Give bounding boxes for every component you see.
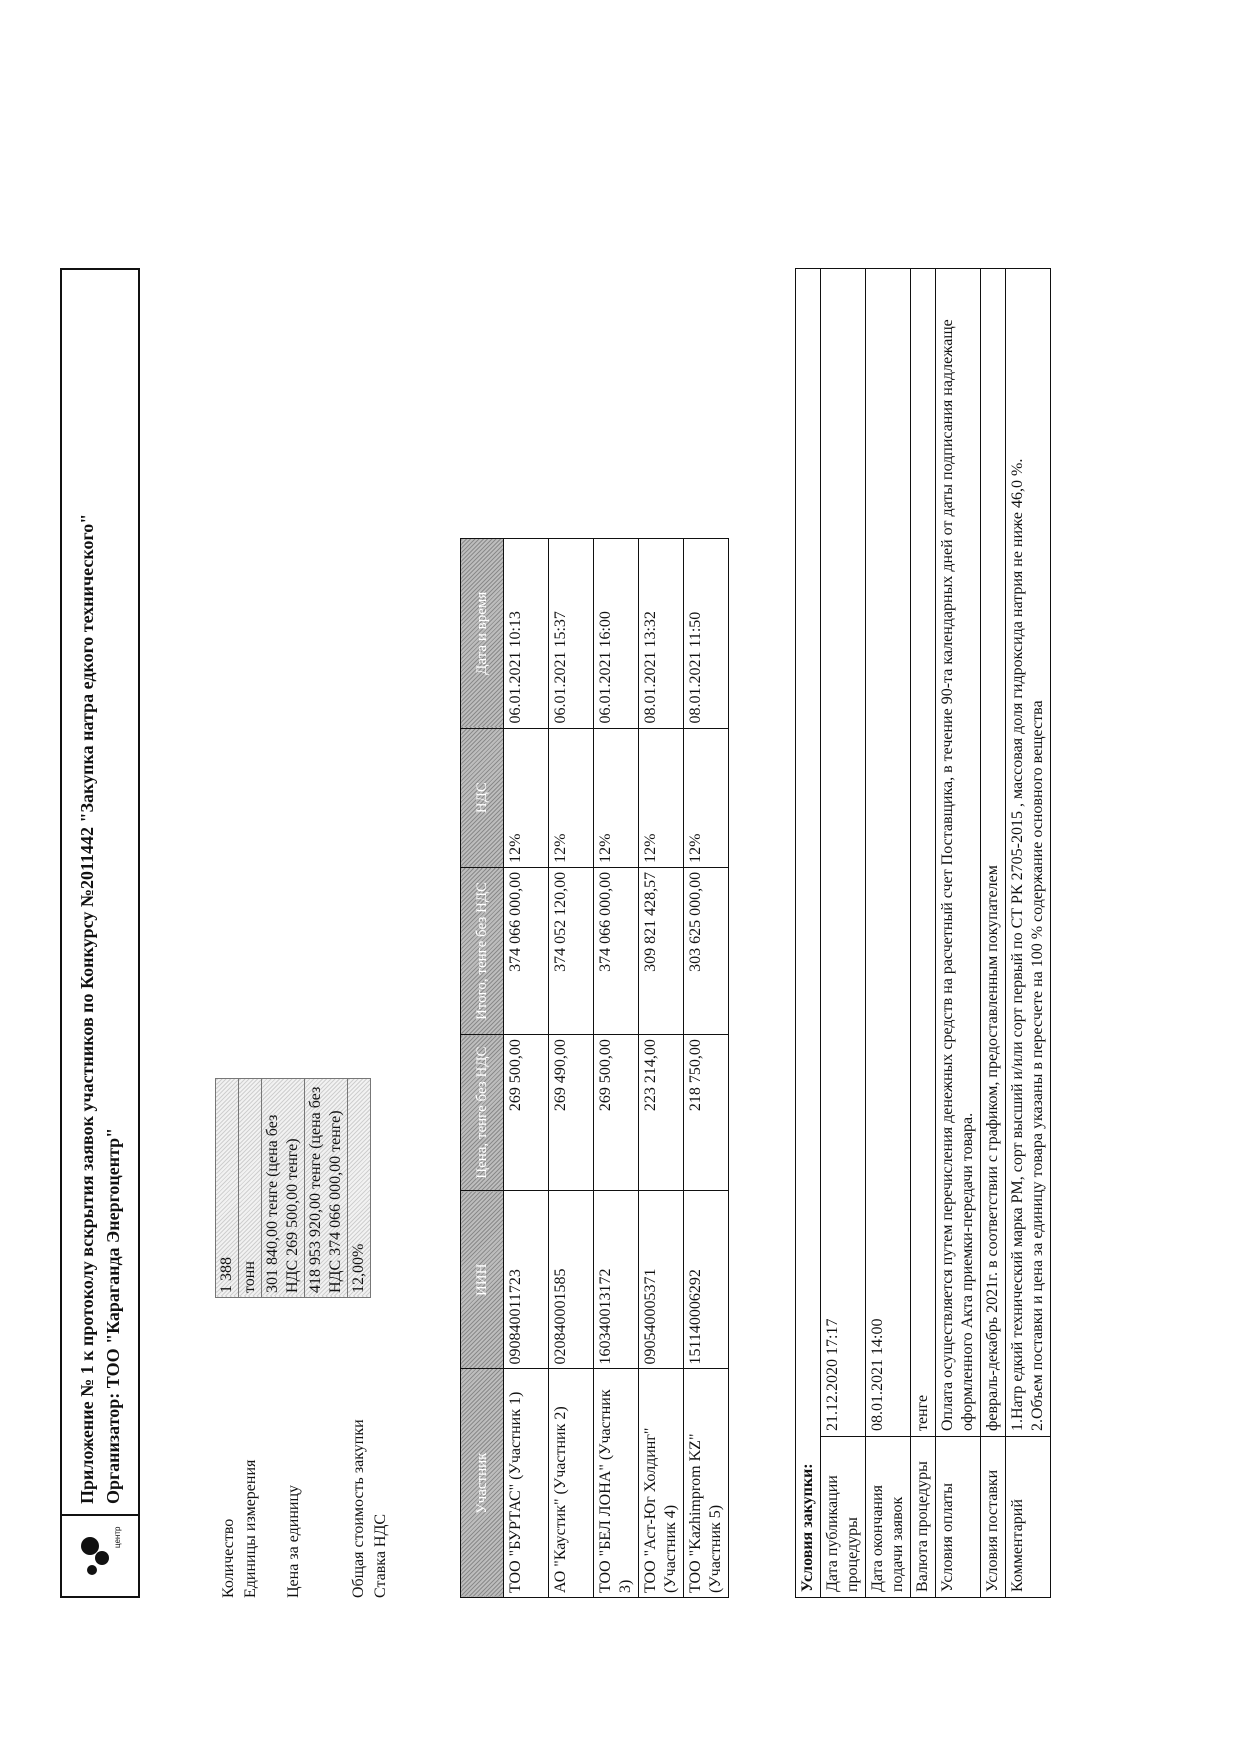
table-row [1006,269,1051,1598]
value-unit-price: 301 840,00 тенге (цена без НДС 269 500,00 тенге) [262,1079,305,1298]
header-organizer: Организатор: ТОО "Караганда Энергоцентр" [103,1127,123,1504]
company-logo-icon [78,1524,126,1584]
condition-label: Комментарий [1006,1437,1051,1598]
bids-header-cell: Дата и время [461,539,504,729]
value-quantity: 1 388 [216,1079,239,1298]
bid-datetime: 06.01.2021 10:13 [504,539,549,729]
header-divider [62,1514,138,1516]
bid-vat: 12% [684,728,729,867]
params-table [215,1078,371,1298]
table-row [911,269,936,1598]
bid-iin: 020840001585 [549,1191,594,1369]
condition-value: 08.01.2021 14:00 [866,269,911,1437]
bid-price: 269 500,00 [504,1035,549,1191]
conditions-table [795,268,1051,1598]
bid-total: 374 066 000,00 [594,867,639,1034]
bids-header-cell: Участник [461,1369,504,1598]
bid-iin: 160340013172 [594,1191,639,1369]
condition-label: Дата окончания подачи заявок [866,1437,911,1598]
bid-vat: 12% [549,728,594,867]
bid-participant: ТОО "БЕЛ ЛОНА" (Участник 3) [594,1369,639,1598]
conditions-title: Условия закупки: [796,269,821,1598]
bid-datetime: 08.01.2021 11:50 [684,539,729,729]
table-row [504,539,549,1598]
bids-header-row [461,539,504,1598]
bid-price: 218 750,00 [684,1035,729,1191]
bid-total: 374 066 000,00 [504,867,549,1034]
bid-vat: 12% [504,728,549,867]
document-header [60,268,140,1598]
label-unit-price: Цена за единицу [285,1484,302,1598]
condition-value: февраль-декабрь 2021г. в соответствии с графиком, предоставленным покупателем [981,269,1006,1437]
table-row [549,539,594,1598]
bid-participant: АО "Каустик" (Участник 2) [549,1369,594,1598]
condition-label: Условия поставки [981,1437,1006,1598]
bid-total: 303 625 000,00 [684,867,729,1034]
bid-total: 309 821 428,57 [639,867,684,1034]
bid-datetime: 08.01.2021 13:32 [639,539,684,729]
label-units: Единицы измерения [242,1459,259,1598]
bid-participant: ТОО "Kazhimprom KZ" (Участник 5) [684,1369,729,1598]
header-text [74,514,126,1504]
table-row [936,269,981,1598]
bid-participant: ТОО "БУРТАС" (Участник 1) [504,1369,549,1598]
condition-value: тенге [911,269,936,1437]
condition-label: Условия оплаты [936,1437,981,1598]
condition-value: 1.Натр едкий технический марка РМ, сорт высший и/или сорт первый по СТ РК 2705-2015 , массовая доля гидроксида натрия не ниже 46,0 %. 2.Объем поставки и цена за единицу товара указаны в пересчете на 100 % содержание основного вещества [1006,269,1051,1437]
condition-label: Дата публикации процедуры [821,1437,866,1598]
table-row [821,269,866,1598]
bid-price: 269 500,00 [594,1035,639,1191]
bid-datetime: 06.01.2021 15:37 [549,539,594,729]
table-row [684,539,729,1598]
bid-datetime: 06.01.2021 16:00 [594,539,639,729]
label-vat-rate: Ставка НДС [372,1513,389,1598]
bids-table [460,538,729,1598]
bid-vat: 12% [639,728,684,867]
bids-header-cell: Цена, тенге без НДС [461,1035,504,1191]
label-total-cost: Общая стоимость закупки [350,1419,367,1598]
table-row [981,269,1006,1598]
table-row [594,539,639,1598]
bid-total: 374 052 120,00 [549,867,594,1034]
value-units: тонн [239,1079,262,1298]
bid-price: 269 490,00 [549,1035,594,1191]
bid-vat: 12% [594,728,639,867]
value-vat-rate: 12,00% [348,1079,371,1298]
bid-iin: 090540005371 [639,1191,684,1369]
svg-text:центр: центр [113,1526,122,1548]
condition-value: Оплата осуществляется путем перечисления денежных средств на расчетный счет Поставщика, в течение 90-та календарных дней от даты подписания надлежаще оформленного Акта приемки-передачи товара. [936,269,981,1437]
label-quantity: Количество [220,1518,237,1598]
header-title: Приложение № 1 к протоколу вскрытия заявок участников по Конкурсу №2011442 "Закупка натра едкого технического" [77,513,97,1504]
table-row [866,269,911,1598]
bid-price: 223 214,00 [639,1035,684,1191]
condition-label: Валюта процедуры [911,1437,936,1598]
bids-header-cell: Итого, тенге без НДС [461,867,504,1034]
bids-header-cell: ИИН [461,1191,504,1369]
bid-participant: ТОО "Аст-Юг Холдинг" (Участник 4) [639,1369,684,1598]
bids-header-cell: НДС [461,728,504,867]
table-row [639,539,684,1598]
condition-value: 21.12.2020 17:17 [821,269,866,1437]
bid-iin: 151140006292 [684,1191,729,1369]
value-total-cost: 418 953 920,00 тенге (цена без НДС 374 066 000,00 тенге) [305,1079,348,1298]
rotated-document [60,248,1120,1598]
bid-iin: 090840011723 [504,1191,549,1369]
